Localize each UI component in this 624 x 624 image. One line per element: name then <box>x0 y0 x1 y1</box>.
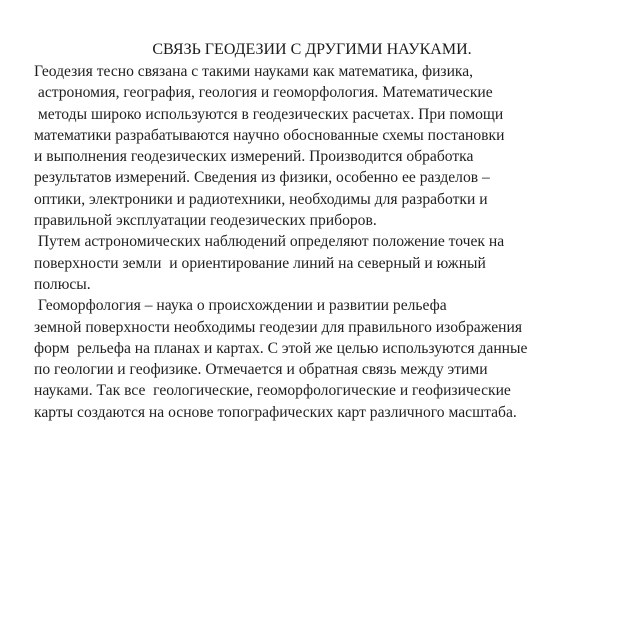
text-line: результатов измерений. Сведения из физики, особенно ее разделов – <box>34 169 490 187</box>
text-line: оптики, электроники и радиотехники, необходимы для разработки и <box>34 190 488 208</box>
text-line: поверхности земли и ориентирование линий на северный и южный <box>34 254 486 272</box>
text-line: карты создаются на основе топографических карт различного масштаба. <box>34 403 517 421</box>
text-line: и выполнения геодезических измерений. Производится обработка <box>34 148 474 166</box>
text-line: Геоморфология – наука о происхождении и развитии рельефа <box>34 297 447 315</box>
text-line: земной поверхности необходимы геодезии для правильного изображения <box>34 318 523 336</box>
text-line: форм рельефа на планах и картах. С этой же целью используются данные <box>34 339 528 357</box>
text-line: полюсы. <box>34 275 91 293</box>
text-line: правильной эксплуатации геодезических приборов. <box>34 212 377 230</box>
page-title: СВЯЗЬ ГЕОДЕЗИИ С ДРУГИМИ НАУКАМИ. <box>152 41 472 58</box>
text-line: Геодезия тесно связана с такими науками как математика, физика, <box>34 63 474 80</box>
text-line: науками. Так все геологические, геоморфологические и геофизические <box>34 382 511 400</box>
text-line: по геологии и геофизике. Отмечается и обратная связь между этими <box>34 361 488 379</box>
text-line: математики разрабатываются научно обоснованные схемы постановки <box>34 126 505 144</box>
text-line: методы широко используются в геодезических расчетах. При помощи <box>34 105 504 123</box>
text-line: астрономия, география, геология и геоморфология. Математические <box>34 84 493 102</box>
body-text <box>34 61 619 423</box>
text-line: Путем астрономических наблюдений определяют положение точек на <box>34 233 505 251</box>
